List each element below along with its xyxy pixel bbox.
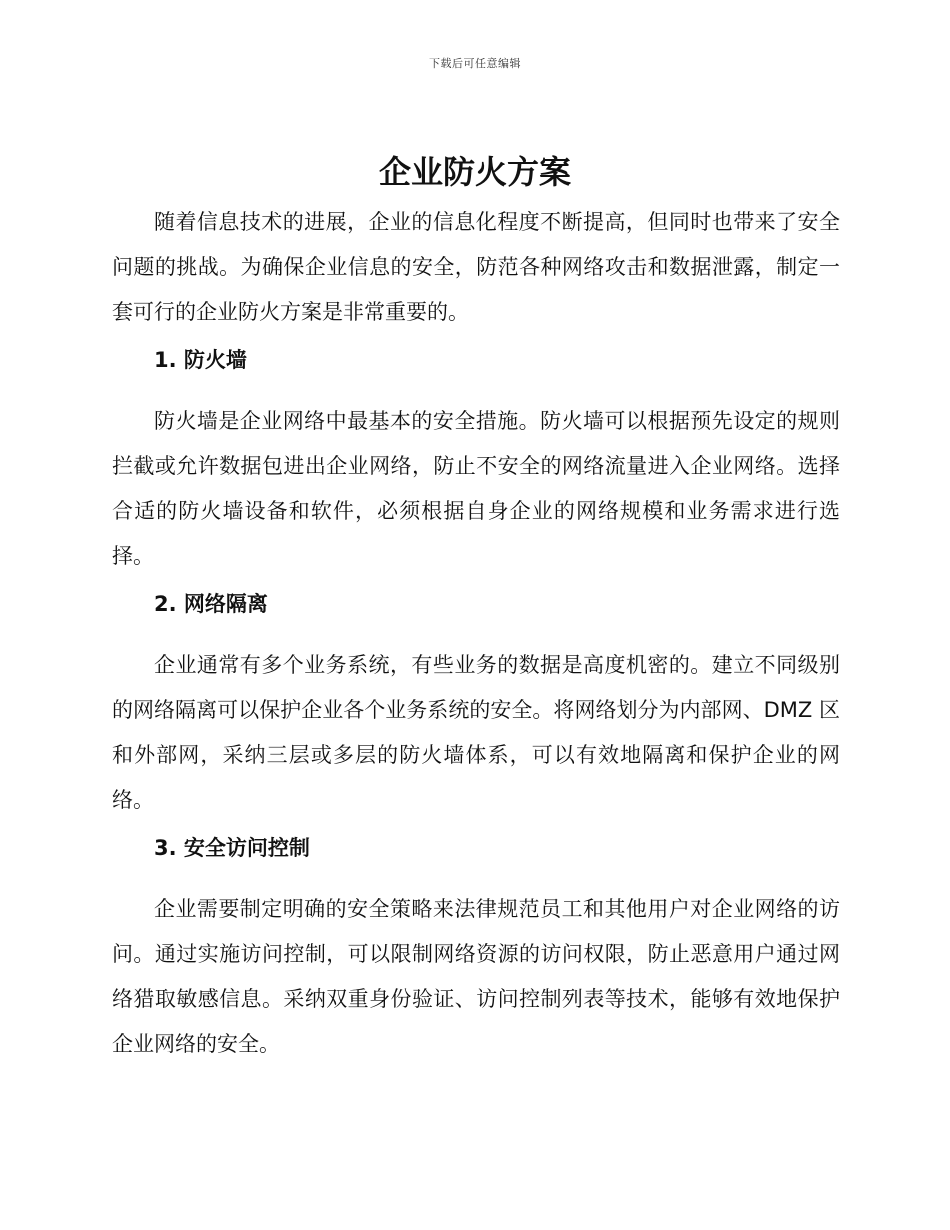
document-body bbox=[112, 200, 840, 1067]
section-heading-firewall: 1. 防火墙 bbox=[154, 348, 247, 372]
section-body-firewall: 防火墙是企业网络中最基本的安全措施。防火墙可以根据预先设定的规则拦截或允许数据包进出企业网络，防止不安全的网络流量进入企业网络。选择合适的防火墙设备和软件，必须根据自身企业的网络规模和业务需求进行选择。 bbox=[112, 409, 840, 568]
intro-paragraph: 随着信息技术的进展，企业的信息化程度不断提高，但同时也带来了安全问题的挑战。为确保企业信息的安全，防范各种网络攻击和数据泄露，制定一套可行的企业防火方案是非常重要的。 bbox=[112, 210, 840, 324]
section-body-access-control: 企业需要制定明确的安全策略来法律规范员工和其他用户对企业网络的访问。通过实施访问控制，可以限制网络资源的访问权限，防止恶意用户通过网络猎取敏感信息。采纳双重身份验证、访问控制列表等技术，能够有效地保护企业网络的安全。 bbox=[112, 897, 840, 1056]
document-title: 企业防火方案 bbox=[378, 153, 571, 191]
section-heading-network-isolation: 2. 网络隔离 bbox=[154, 592, 268, 616]
section-body-network-isolation: 企业通常有多个业务系统，有些业务的数据是高度机密的。建立不同级别的网络隔离可以保护企业各个业务系统的安全。将网络划分为内部网、DMZ 区和外部网，采纳三层或多层的防火墙体系，可以有效地隔离和保护企业的网络。 bbox=[112, 653, 840, 812]
header-note: 下载后可任意编辑 bbox=[429, 57, 521, 70]
section-heading-access-control: 3. 安全访问控制 bbox=[154, 836, 310, 860]
